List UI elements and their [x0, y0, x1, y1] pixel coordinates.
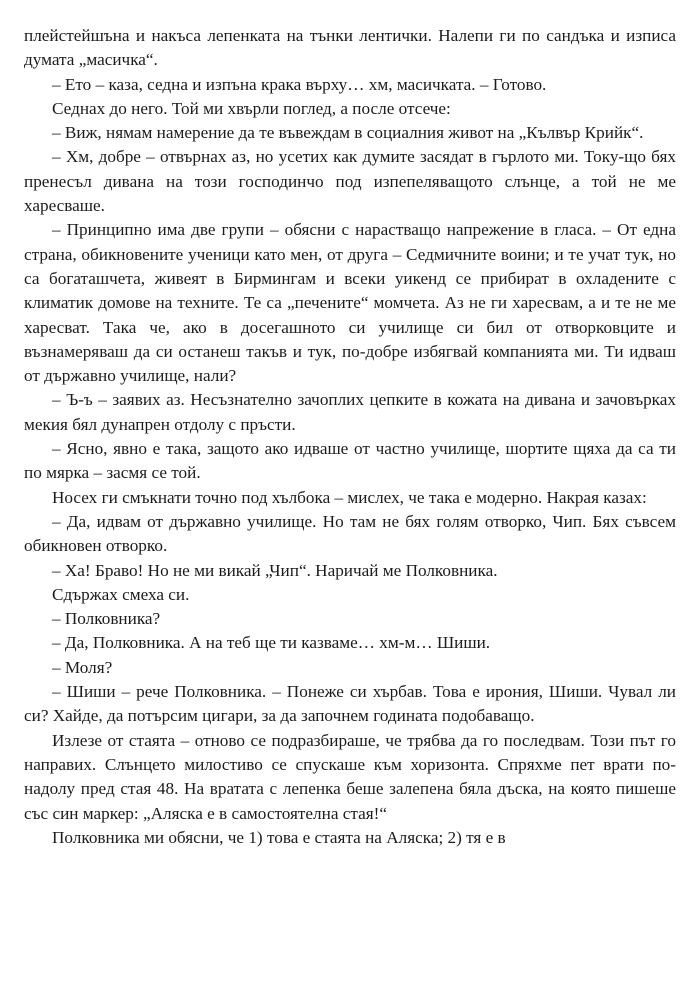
- paragraph: – Да, Полковника. А на теб ще ти казваме… хм-м… Шиши.: [52, 633, 491, 653]
- paragraph-continued: плейстейшъна и накъса лепенката на тънки лентички. Налепи ги по сандъка и изписа думата „масичка“.: [24, 26, 676, 70]
- paragraph: Носех ги смъкнати точно под хълбока – мислех, че така е модерно. Накрая казах:: [52, 487, 647, 507]
- paragraph: – Ха! Браво! Но не ми викай „Чип“. Наричай ме Полковника.: [52, 560, 498, 580]
- paragraph: – Моля?: [52, 657, 113, 677]
- paragraph: Полковника ми обясни, че 1) това е стаята на Аляска; 2) тя е в: [52, 827, 506, 847]
- paragraph: – Полковника?: [52, 609, 161, 629]
- paragraph: – Да, идвам от държавно училище. Но там не бях голям отворко, Чип. Бях съвсем обикновен отворко.: [24, 511, 676, 556]
- paragraph: Излезе от стаята – отново се подразбираше, че трябва да го последвам. Този път го направих. Слънцето милостиво се спускаше към хоризонта. Спряхме пет врати по-надолу пред стая 48. На вратата с лепенка беше залепена бяла дъска, на която пишеше със син маркер: „Аляска е в самостоятелна стая!“: [24, 730, 676, 823]
- paragraph: – Хм, добре – отвърнах аз, но усетих как думите засядат в гърлото ми. Току-що бях пренесъл дивана на този господинчо под изпепеляващото слънце, а той не ме харесваше.: [24, 147, 676, 216]
- paragraph: – Ето – каза, седна и изпъна крака върху… хм, масичката. – Готово.: [52, 74, 547, 94]
- paragraph: – Виж, нямам намерение да те въвеждам в социалния живот на „Кълвър Крийк“.: [52, 123, 644, 143]
- paragraph: – Шиши – рече Полковника. – Понеже си хърбав. Това е ирония, Шиши. Чувал ли си? Хайде, да потърсим цигари, за да започнем годината подобаващо.: [24, 682, 676, 726]
- paragraph: – Принципно има две групи – обясни с нарастващо напрежение в гласа. – От една страна, обикновените ученици като мен, от друга – Седмичните воини; и те учат тук, но са богаташчета, живеят в Бирмингам и всеки уикенд се прибират в охладените с климатик домове на техните. Те са „печените“ момчета. Аз не ги харесвам, а и те не ме харесват. Така че, ако в досегашното си училище си бил от отворковците и възнамеряваш да си останеш такъв и тук, по-добре избягвай компанията ми. Ти идваш от държавно училище, нали?: [24, 220, 676, 386]
- book-page: [24, 24, 676, 850]
- paragraph: – Ъ-ъ – заявих аз. Несъзнателно зачоплих цепките в кожата на дивана и зачовърках мекия бял дунапрен отдолу с пръсти.: [24, 390, 676, 434]
- paragraph: Сдържах смеха си.: [52, 584, 190, 604]
- paragraph: – Ясно, явно е така, защото ако идваше от частно училище, шортите щяха да са ти по мярка – засмя се той.: [24, 439, 676, 483]
- paragraph: Седнах до него. Той ми хвърли поглед, а после отсече:: [52, 98, 451, 118]
